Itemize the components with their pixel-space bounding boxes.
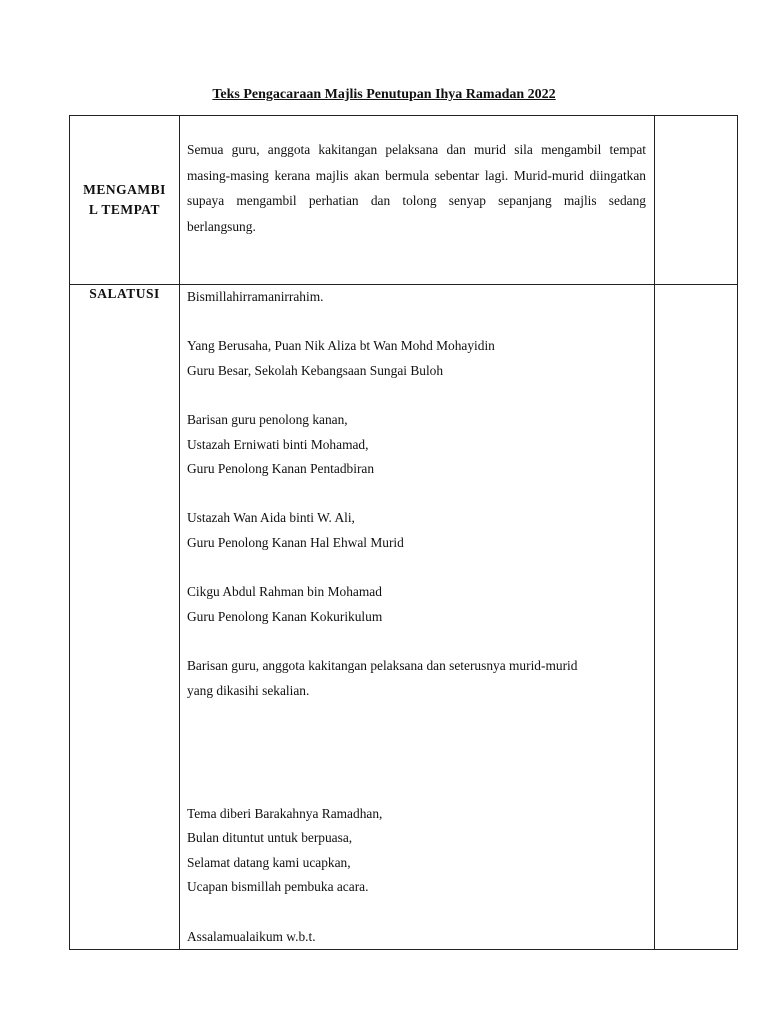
script-line: Guru Penolong Kanan Hal Ehwal Murid [187,534,404,550]
table-row-salatusi [70,285,738,950]
script-line: Guru Besar, Sekolah Kebangsaan Sungai Buloh [187,362,444,378]
document-title: Teks Pengacaraan Majlis Penutupan Ihya Ramadan 2022 [212,87,556,102]
script-line: Cikgu Abdul Rahman bin Mohamad [187,584,382,600]
row-label-line-2: L TEMPAT [88,202,161,217]
script-line: Yang Berusaha, Puan Nik Aliza bt Wan Mohd Mohayidin [187,338,495,354]
notes-cell [655,285,738,950]
script-line: Guru Penolong Kanan Kokurikulum [187,608,383,624]
notes-cell [655,116,738,285]
script-line: Guru Penolong Kanan Pentadbiran [187,461,375,477]
script-line: Selamat datang kami ucapkan, [187,854,351,870]
script-line: Bismillahirramanirrahim. [187,289,324,304]
script-line: yang dikasihi sekalian. [187,682,310,698]
script-table [69,115,738,950]
script-line: Bulan dituntut untuk berpuasa, [187,830,353,846]
script-line: Ustazah Wan Aida binti W. Ali, [187,510,355,526]
row-label-line-1: MENGAMBI [83,182,166,197]
row-text-cell [180,285,655,950]
script-line: Tema diberi Barakahnya Ramadhan, [187,805,383,821]
script-line: Ucapan bismillah pembuka acara. [187,879,369,895]
row-text-cell [180,116,655,285]
row-label-cell: SALATUSI [70,285,180,950]
script-line: Assalamualaikum w.b.t. [187,928,316,944]
table-row-mengambil-tempat [70,116,738,285]
script-line: Barisan guru, anggota kakitangan pelaksana dan seterusnya murid-murid [187,657,578,673]
row-label-cell [70,116,180,285]
instruction-paragraph: Semua guru, anggota kakitangan pelaksana dan murid sila mengambil tempat masing-masing kerana majlis akan bermula sebentar lagi. Murid-murid diingatkan supaya mengambil perhatian dan tolong senyap sepanjang majlis sedang berlangsung. [187,142,646,234]
script-line: Ustazah Erniwati binti Mohamad, [187,436,369,452]
script-line: Barisan guru penolong kanan, [187,411,348,427]
